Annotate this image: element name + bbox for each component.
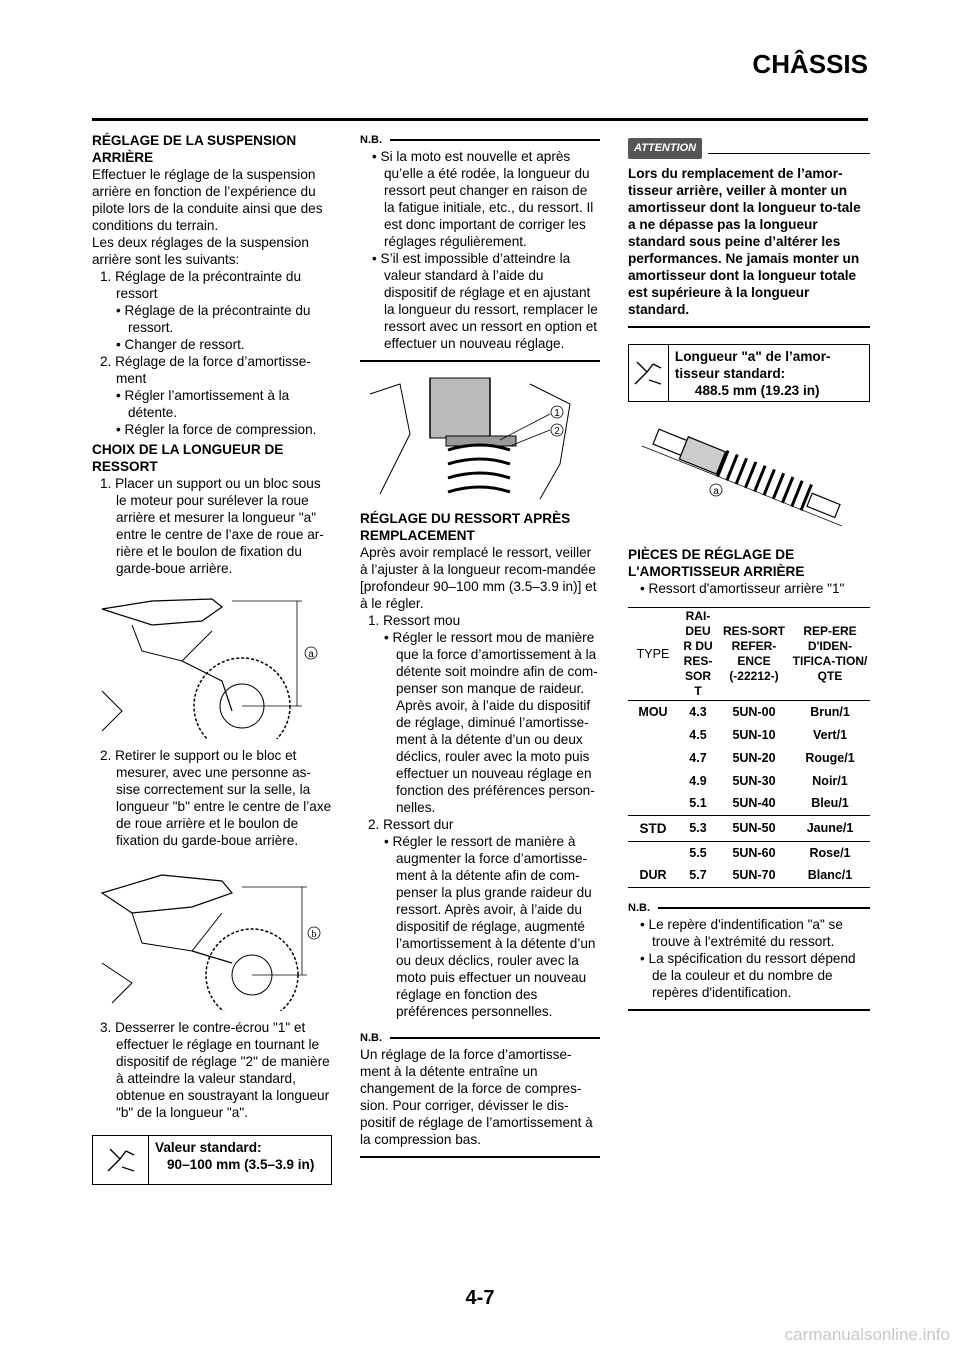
intro-text-2: Les deux réglages de la suspension arrière sont les suivants: (92, 235, 309, 267)
table-row: 4.9 5UN-30 Noir/1 (689, 773, 848, 788)
list-item: 1. Réglage de la précontrainte du ressort (100, 269, 302, 301)
fig-label-a: a (713, 486, 719, 497)
attention-badge: ATTENTION (628, 138, 702, 159)
header-rule (92, 118, 868, 121)
step-1: 1. Placer un support ou un bloc sous le moteur pour surélever la roue arrière et mesurer la longueur "a" entre le centre de l’axe de roue ar-rière et le boulon de fixation du garde-boue arrière. (100, 476, 324, 576)
spring-parts-table (628, 607, 870, 888)
fig-label-b: b (311, 929, 317, 940)
figure-length-b (92, 863, 332, 1011)
section-heading-spring-replacement: RÉGLAGE DU RESSORT APRÈS REMPLACEMENT (360, 511, 571, 543)
intro-text: Après avoir remplacé le ressort, veiller à l’ajuster à la longueur recom-mandée [profondeur 90–100 mm (3.5–3.9 in)] et à le régler. (360, 545, 597, 611)
list-item: • Ressort d'amortisseur arrière "1" (640, 581, 845, 596)
spec-box-standard (92, 1135, 332, 1185)
nb-end-rule (360, 1156, 600, 1158)
section-heading-adjustment-parts: PIÈCES DE RÉGLAGE DE L'AMORTISSEUR ARRIÈRE (628, 547, 805, 579)
wrench-icon (93, 1136, 149, 1184)
section-heading-rear-suspension: RÉGLAGE DE LA SUSPENSION ARRIÈRE (92, 133, 297, 165)
step-2: 2. Retirer le support ou le bloc et mesurer, avec une personne as-sise correctement sur la selle, la longueur "b" entre le centre de l’axe de roue arrière et le boulon de fixation du garde-boue arrière. (100, 748, 332, 848)
nb-item: • La spécification du ressort dépend de la couleur et du nombre de repères d'identification. (640, 951, 856, 1000)
column-3 (628, 132, 870, 1011)
fig-label-a: a (308, 649, 314, 660)
table-header: RES-SORT REFER-ENCE (-22212-) (722, 624, 785, 683)
page-title: CHÂSSIS (752, 49, 868, 79)
nb-text: Un réglage de la force d’amortisse-ment à la détente entraîne un changement de la force de compres-sion. Pour corriger, dévisser le dis-positif de réglage de l’amortissement à la compression bas. (360, 1047, 593, 1147)
nb-item: • Si la moto est nouvelle et après qu’elle a été rodée, la longueur du ressort peut changer en raison de la fatigue initiale, etc., du ressort. Il est donc important de corriger les réglages régulièrement. (372, 149, 594, 249)
nb-header: N.B. (360, 132, 600, 146)
attention-header (628, 138, 870, 159)
table-row: DUR 5.7 5UN-70 Blanc/1 (639, 868, 853, 883)
nb-header: N.B. (360, 1030, 600, 1044)
wrench-icon (629, 345, 669, 401)
step-3: 3. Desserrer le contre-écrou "1" et effectuer le réglage en tournant le dispositif de réglage "2" de manière à atteindre la valeur standard, obtenue en soustrayant la longueur "b" de la longueur "a". (100, 1020, 330, 1120)
attention-text: Lors du remplacement de l’amor-tisseur arrière, veiller à monter un amortisseur dont la longueur to-tale a ne dépasse pas la longueur standard sous peine d’altérer les performances. Ne jamais monter un amortisseur dont la longueur totale est supérieure à la longueur standard. (628, 166, 861, 317)
nb-end-rule (360, 360, 600, 362)
rear-shock-illustration (628, 416, 870, 536)
intro-text: Effectuer le réglage de la suspension arrière en fonction de l’expérience du pilote lors de la conduite ainsi que des conditions du terrain. (92, 167, 323, 233)
shock-absorber-illustration (360, 374, 600, 504)
page-number: 4-7 (465, 1287, 495, 1309)
list-item: 2. Réglage de la force d’amortisse-ment (100, 354, 311, 386)
nb-item: • Le repère d'indentification "a" se trouve à l'extrémité du ressort. (640, 917, 843, 949)
spec-title: Longueur "a" de l’amor-tisseur standard: (674, 349, 831, 381)
spec-value: 90–100 mm (3.5–3.9 in) (167, 1157, 315, 1172)
column-2 (360, 132, 600, 1158)
table-row: 4.5 5UN-10 Vert/1 (689, 727, 848, 742)
table-row: 4.7 5UN-20 Rouge/1 (689, 750, 855, 765)
figure-shock-spring (360, 374, 600, 504)
list-item: • Réglage de la précontrainte du ressort. (116, 303, 311, 335)
table-row: 5.5 5UN-60 Rose/1 (689, 845, 851, 860)
nb-end-rule (628, 1009, 870, 1011)
table-header: REP-ERE D'IDEN-TIFICA-TION/ QTE (792, 624, 868, 683)
table-row: 5.1 5UN-40 Bleu/1 (628, 793, 870, 816)
nb-item: • S’il est impossible d’atteindre la valeur standard à l’aide du dispositif de réglage et en ajustant la longueur du ressort, remplacer le ressort avec un ressort en option et effectuer un nouveau réglage. (372, 251, 598, 351)
list-item: • Régler la force de compression. (116, 422, 317, 437)
table-row: STD 5.3 5UN-50 Jaune/1 (628, 816, 870, 842)
figure-length-a (92, 591, 332, 739)
column-1 (92, 132, 332, 1185)
table-header: TYPE (636, 646, 670, 661)
spec-title: Valeur standard: (155, 1140, 262, 1155)
nb-header: N.B. (628, 900, 870, 914)
motorcycle-rider-illustration (92, 863, 332, 1011)
section-heading-spring-length: CHOIX DE LA LONGUEUR DE RESSORT (92, 442, 284, 474)
motorcycle-rear-illustration (92, 591, 332, 739)
spec-value: 488.5 mm (19.23 in) (694, 383, 820, 398)
spec-box-length (628, 344, 870, 402)
list-item: • Changer de ressort. (116, 337, 245, 352)
list-item: 2. Ressort dur (368, 817, 454, 832)
attention-end-rule (628, 326, 870, 328)
list-item: • Régler le ressort mou de manière que la force d’amortissement à la détente soit moindre afin de com-penser son manque de raideur. Après avoir, à l’aide du dispositif de réglage, diminué l’amortisse-ment à la détente d’un ou deux déclics, rouler avec la moto puis effectuer un nouveau réglage en fonction des préférences person-nelles. (384, 630, 598, 815)
list-item: • Régler l’amortissement à la détente. (116, 388, 290, 420)
watermark: carmanualsonline.info (784, 1325, 950, 1344)
fig-label-2: 2 (554, 426, 560, 437)
fig-label-1: 1 (554, 408, 560, 419)
figure-shock-length (628, 416, 870, 536)
table-row: MOU 4.3 5UN-00 Brun/1 (638, 704, 850, 719)
list-item: • Régler le ressort de manière à augmenter la force d’amortisse-ment à la détente afin de com-penser la plus grande raideur du ressort. Après avoir, à l’aide du dispositif de réglage, augmenté l’amortissement à la détente d’un ou deux déclics, rouler avec la moto puis effectuer un nouveau réglage en fonction des préférences personnelles. (384, 834, 596, 1019)
table-header: RAI-DEU R DU RES-SOR T (683, 609, 713, 698)
list-item: 1. Ressort mou (368, 613, 461, 628)
